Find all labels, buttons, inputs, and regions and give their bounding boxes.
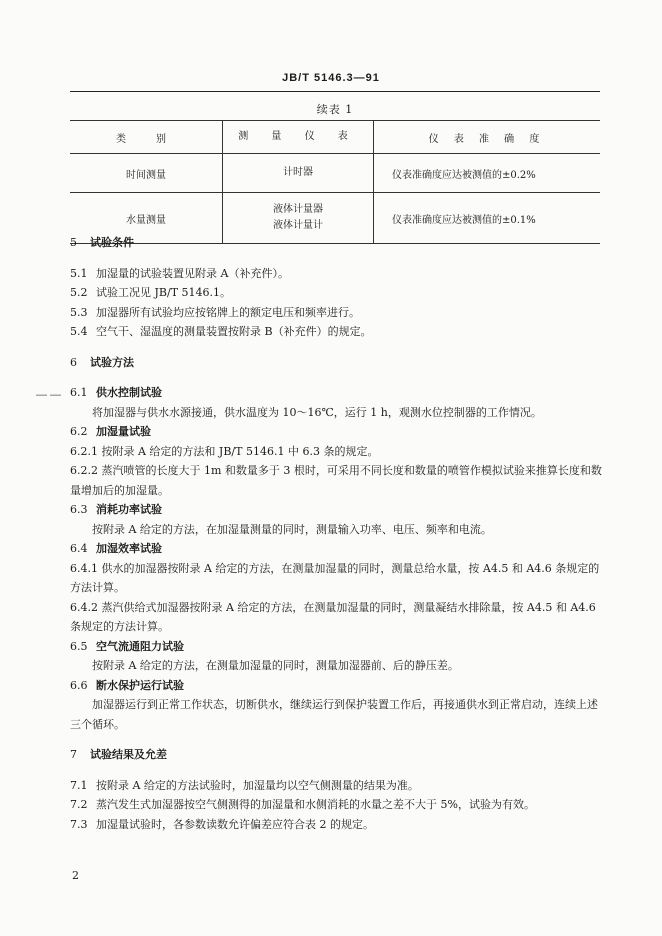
table-cell-accuracy: 仪表准确度应达被测值的±0.2% — [374, 154, 601, 193]
spacer — [70, 372, 608, 383]
column-header-instrument: 测 量 仪 表 — [223, 121, 374, 154]
clause-number: 7.3 — [70, 817, 88, 831]
clause-5-4 — [70, 322, 608, 342]
clause-number: 6.1 — [70, 386, 88, 399]
clause-number: 6.4 — [70, 542, 88, 555]
clause-number: 7.1 — [70, 778, 88, 792]
clause-6-2-heading — [70, 422, 608, 442]
clause-title: 加湿效率试验 — [96, 542, 162, 555]
clause-7-2 — [70, 795, 608, 815]
table-row — [70, 154, 600, 193]
clause-text: 加湿量试验时，各参数读数允许偏差应符合表 2 的规定。 — [96, 817, 374, 831]
page-number: 2 — [72, 869, 79, 882]
section-number: 7 — [70, 748, 77, 761]
measurement-instrument-table — [70, 120, 600, 244]
section-6-heading — [70, 353, 608, 373]
section-title: 试验条件 — [90, 236, 134, 249]
clause-6-3-heading — [70, 500, 608, 520]
clause-7-1 — [70, 776, 608, 796]
clause-number: 7.2 — [70, 798, 88, 811]
table-caption: 续表 1 — [316, 103, 354, 116]
clause-6-4-heading — [70, 539, 608, 559]
clause-number: 6.2 — [70, 425, 88, 438]
clause-text: 供水的加湿器按附录 A 给定的方法，在测量加湿量的同时，测量总给水量，按 A4.5 和 A4.6 条规定的方法计算。 — [70, 561, 600, 594]
margin-mark: — — — [36, 389, 62, 401]
clause-6-5-text: 按附录 A 给定的方法，在测量加湿量的同时，测量加湿器前、后的静压差。 — [92, 659, 459, 672]
spacer — [70, 253, 608, 264]
clause-number: 5.3 — [70, 305, 88, 319]
header-rule — [70, 91, 600, 92]
clause-text: 蒸汽供给式加湿器按附录 A 给定的方法，在测量加湿量的同时，测量凝结水排除量，按 A4.5 和 A4.6 条规定的方法计算。 — [70, 600, 596, 633]
table-cell-category: 水量测量 — [70, 193, 223, 244]
section-title: 试验方法 — [90, 355, 134, 369]
clause-text: 按附录 A 给定的方法试验时，加湿量均以空气侧测量的结果为准。 — [96, 778, 419, 792]
spacer — [70, 765, 608, 776]
table-cell-accuracy: 仪表准确度应达被测值的±0.1% — [374, 193, 601, 244]
clause-text: 蒸汽喷管的长度大于 1m 和数量多于 3 根时，可采用不同长度和数量的喷管作模拟试验来推算长度和数量增加后的加湿量。 — [70, 464, 602, 497]
clause-6-1-text: 将加湿器与供水水源接通，供水温度为 10～16℃，运行 1 h，观测水位控制器的工作情况。 — [92, 405, 542, 419]
clause-6-4-2 — [70, 598, 608, 637]
document-body — [70, 233, 608, 834]
clause-6-2-2 — [70, 461, 608, 500]
clause-number: 6.4.1 — [70, 561, 98, 575]
clause-title: 供水控制试验 — [96, 386, 162, 399]
section-5-heading — [70, 233, 608, 253]
clause-title: 消耗功率试验 — [96, 503, 162, 516]
clause-6-3-text: 按附录 A 给定的方法，在加湿量测量的同时，测量输入功率、电压、频率和电流。 — [92, 522, 492, 536]
table-header-row — [70, 121, 600, 154]
clause-title: 空气流通阻力试验 — [96, 639, 184, 653]
clause-text: 蒸汽发生式加湿器按空气侧测得的加湿量和水侧消耗的水量之差不大于 5%，试验为有效。 — [96, 798, 535, 811]
clause-text: 加湿器所有试验均应按铭牌上的额定电压和频率进行。 — [96, 305, 360, 319]
clause-6-4-1 — [70, 559, 608, 598]
section-number: 5 — [70, 236, 77, 249]
clause-6-5-heading — [70, 637, 608, 657]
clause-number: 5.1 — [70, 266, 88, 280]
clause-6-1-heading — [70, 383, 608, 403]
clause-number: 6.6 — [70, 678, 88, 692]
clause-number: 5.2 — [70, 286, 88, 299]
clause-text: 空气干、湿温度的测量装置按附录 B（补充件）的规定。 — [96, 325, 372, 338]
clause-text: 按附录 A 给定的方法和 JB/T 5146.1 中 6.3 条的规定。 — [101, 444, 379, 458]
table-cell-instrument: 计时器 — [223, 154, 374, 193]
clause-title: 断水保护运行试验 — [96, 678, 184, 692]
standard-code: JB/T 5146.3—91 — [282, 72, 380, 84]
clause-number: 6.2.1 — [70, 444, 98, 458]
clause-number: 6.5 — [70, 639, 88, 653]
clause-text: 试验工况见 JB/T 5146.1。 — [96, 286, 232, 299]
clause-6-6-heading — [70, 676, 608, 696]
clause-number: 6.2.2 — [70, 464, 98, 477]
clause-5-1 — [70, 264, 608, 284]
clause-5-2 — [70, 283, 608, 303]
clause-7-3 — [70, 815, 608, 835]
clause-number: 6.3 — [70, 503, 88, 516]
section-7-heading — [70, 745, 608, 765]
instrument-line: 液体计量计 — [273, 220, 323, 231]
clause-6-2-1 — [70, 442, 608, 462]
clause-number: 5.4 — [70, 325, 88, 338]
table-cell-category: 时间测量 — [70, 154, 223, 193]
spacer — [70, 734, 608, 745]
clause-number: 6.4.2 — [70, 600, 98, 614]
instrument-line: 液体计量器 — [273, 204, 323, 215]
column-header-category: 类 别 — [70, 121, 223, 154]
clause-5-3 — [70, 303, 608, 323]
section-title: 试验结果及允差 — [90, 748, 167, 761]
clause-6-6-text: 加湿器运行到正常工作状态，切断供水，继续运行到保护装置工作后，再接通供水到正常启动，连续上述三个循环。 — [70, 698, 598, 731]
spacer — [70, 342, 608, 353]
column-header-accuracy: 仪 表 准 确 度 — [374, 121, 601, 154]
section-number: 6 — [70, 355, 77, 369]
clause-title: 加湿量试验 — [96, 425, 151, 438]
clause-text: 加湿量的试验装置见附录 A（补充件）。 — [96, 266, 289, 280]
